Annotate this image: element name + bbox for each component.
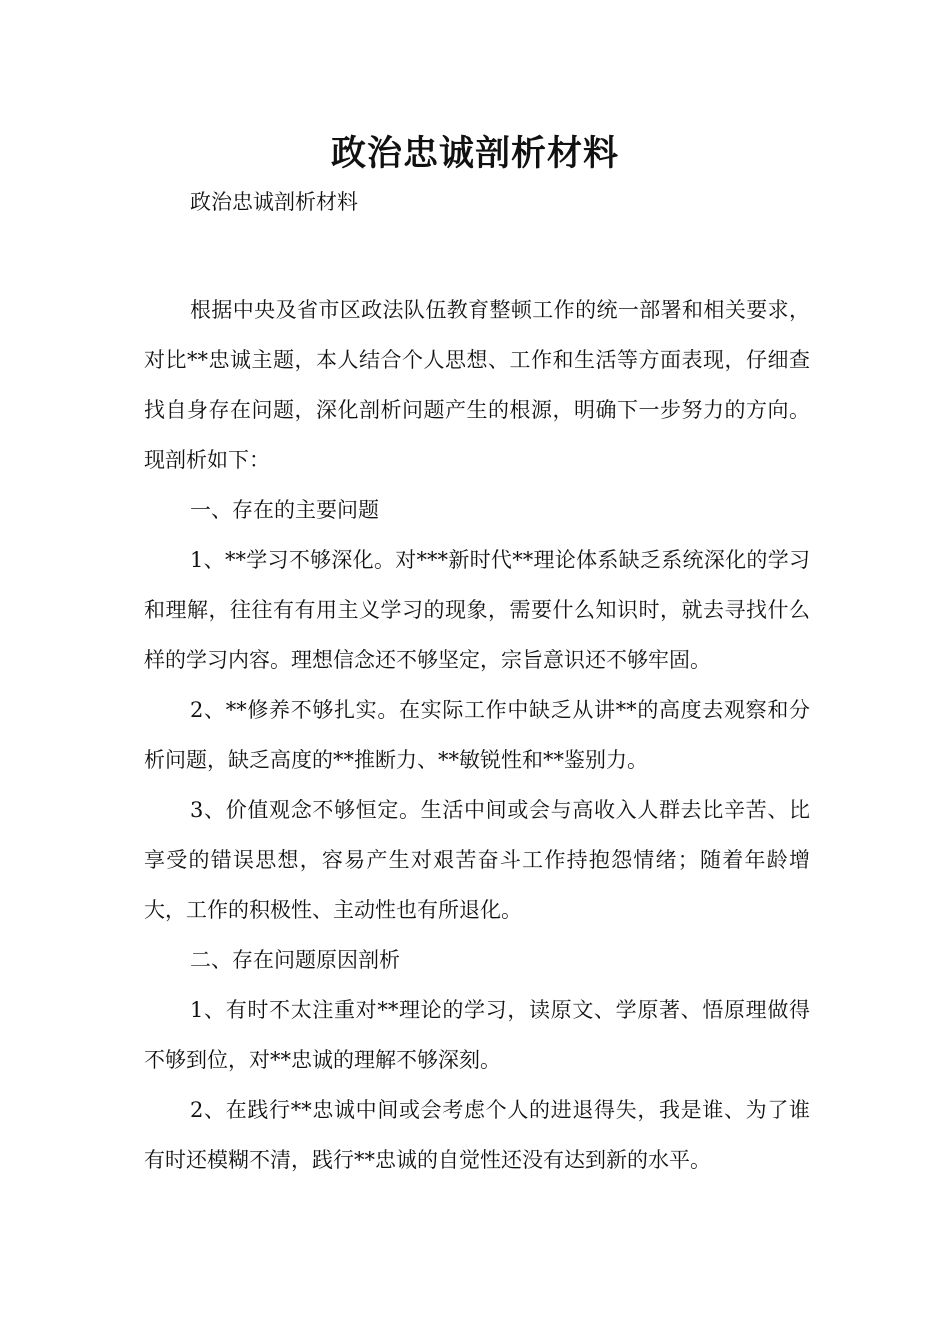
document-subtitle: 政治忠诚剖析材料 (190, 190, 358, 214)
paragraph-problem-2: 2、**修养不够扎实。在实际工作中缺乏从讲**的高度去观察和分析问题，缺乏高度的**推断力、**敏锐性和**鉴别力。 (144, 698, 810, 772)
paragraph-intro: 根据中央及省市区政法队伍教育整顿工作的统一部署和相关要求，对比**忠诚主题，本人结合个人思想、工作和生活等方面表现，仔细查找自身存在问题，深化剖析问题产生的根源，明确下一步努力的方向。现剖析如下： (144, 298, 810, 472)
paragraph-problem-1: 1、**学习不够深化。对***新时代**理论体系缺乏系统深化的学习和理解，往往有有用主义学习的现象，需要什么知识时，就去寻找什么样的学习内容。理想信念还不够坚定，宗旨意识还不够牢固。 (144, 548, 810, 672)
section-heading-causes: 二、存在问题原因剖析 (190, 948, 400, 972)
paragraph-cause-1: 1、有时不太注重对**理论的学习，读原文、学原著、悟原理做得不够到位，对**忠诚的理解不够深刻。 (144, 998, 810, 1072)
section-heading-problems: 一、存在的主要问题 (190, 498, 379, 522)
document-body (144, 285, 810, 1185)
document-title: 政治忠诚剖析材料 (330, 134, 619, 174)
paragraph-cause-2: 2、在践行**忠诚中间或会考虑个人的进退得失，我是谁、为了谁有时还模糊不清，践行**忠诚的自觉性还没有达到新的水平。 (144, 1098, 810, 1172)
paragraph-problem-3: 3、价值观念不够恒定。生活中间或会与高收入人群去比辛苦、比享受的错误思想，容易产生对艰苦奋斗工作持抱怨情绪；随着年龄增大，工作的积极性、主动性也有所退化。 (144, 798, 810, 922)
